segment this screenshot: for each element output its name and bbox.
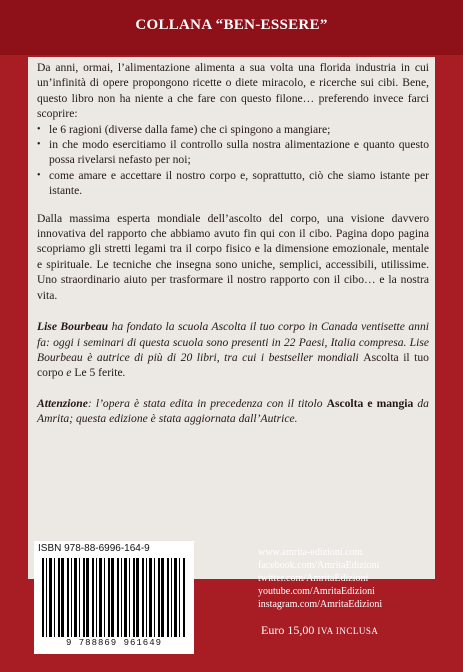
author-name: Lise Bourbeau bbox=[37, 320, 109, 334]
isbn-text: ISBN 978-88-6996-164-9 bbox=[38, 543, 150, 554]
body-paragraph: Dalla massima esperta mondiale dell’ascolto del corpo, una visione davvero innovativa del rapporto che abbiamo avuto fin qui con il cibo. Pagina dopo pagina scopriamo gli stretti legami tra il corpo fisico e la dimensione emozionale, mentale e spirituale. Le tecniche che insegna sono uniche, semplici, accessibili, utilissime. Uno straordinario aiuto per trasformare il nostro rapporto con il cibo… e la nostra vita. bbox=[37, 211, 429, 302]
note-paragraph bbox=[37, 396, 429, 427]
twitter-link[interactable]: twitter.com/AmritaEdizioni bbox=[258, 573, 369, 584]
author-paragraph bbox=[37, 319, 429, 381]
publisher-contacts bbox=[258, 546, 422, 611]
author-book-title: Le 5 ferite bbox=[74, 366, 123, 380]
barcode-bars bbox=[42, 558, 186, 637]
author-text: e bbox=[63, 366, 75, 380]
author-text: ha fondato la scuola Ascolta il tuo corpo in Canada ventisette anni fa: oggi i seminari di questa scuola sono presenti in 22 Paesi, Italia compresa. Lise Bourbeau è autrice di più di 20 libri, tra cui i bestseller mondiali bbox=[37, 320, 429, 364]
price-note: IVA INCLUSA bbox=[317, 626, 379, 636]
series-title: COLLANA “BEN-ESSERE” bbox=[135, 17, 328, 33]
note-label: Attenzione bbox=[37, 396, 88, 410]
bullet-list bbox=[37, 122, 429, 199]
bullet-item: • le 6 ragioni (diverse dalla fame) che ci spingono a mangiare; bbox=[37, 122, 429, 137]
instagram-link[interactable]: instagram.com/AmritaEdizioni bbox=[258, 599, 383, 610]
author-text: . bbox=[122, 366, 126, 380]
price bbox=[261, 623, 441, 638]
facebook-link[interactable]: facebook.com/AmritaEdizioni bbox=[258, 560, 380, 571]
bullet-item: • in che modo esercitiamo il controllo sulla nostra alimentazione e quanto questo possa rivelarsi nefasto per noi; bbox=[37, 137, 429, 168]
note-text: : l’opera è stata edita in precedenza con il titolo bbox=[87, 396, 327, 410]
note-title: Ascolta e mangia bbox=[326, 396, 414, 410]
price-amount: Euro 15,00 bbox=[261, 623, 315, 637]
blurb bbox=[37, 60, 429, 427]
youtube-link[interactable]: youtube.com/AmritaEdizioni bbox=[258, 586, 375, 597]
ean-number: 9 788869 961649 bbox=[65, 638, 162, 648]
barcode bbox=[34, 541, 194, 654]
bullet-item: • come amare e accettare il nostro corpo e, soprattutto, ciò che siamo istante per istante. bbox=[37, 168, 429, 199]
website-link[interactable]: www.amrita-edizioni.com bbox=[258, 547, 363, 558]
author-book-title: Ascolta il tuo corpo bbox=[37, 350, 429, 380]
intro-paragraph: Da anni, ormai, l’alimentazione alimenta a sua volta una florida industria in cui un’infinità di opere propongono ricette o diete miracolo, e ricerche sui cibi. Bene, questo libro non ha niente a che fare con questo filone… preferendo invece farci scoprire: bbox=[37, 61, 429, 121]
note-text: da Amrita; questa edizione è stata aggiornata dall’Autrice. bbox=[37, 396, 429, 426]
